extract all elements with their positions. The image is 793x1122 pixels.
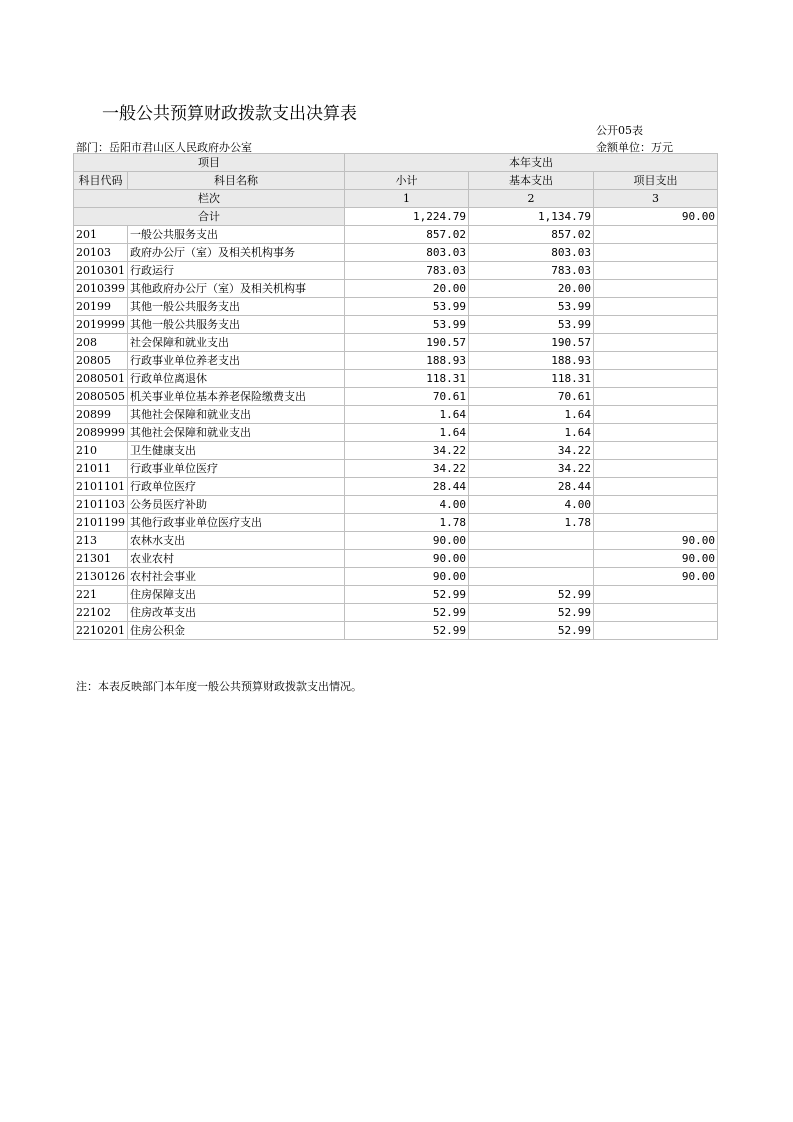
row-code: 2210201: [74, 622, 128, 640]
table-row: [74, 514, 718, 532]
table-row: [74, 550, 718, 568]
table-row: [74, 298, 718, 316]
row-project: 90.00: [594, 568, 718, 586]
row-code: 213: [74, 532, 128, 550]
budget-table: [73, 153, 718, 640]
table-row: [74, 334, 718, 352]
table-row: [74, 406, 718, 424]
row-name: 社会保障和就业支出: [128, 334, 345, 352]
total-project: 90.00: [594, 208, 718, 226]
table-row: [74, 478, 718, 496]
row-name: 其他政府办公厅（室）及相关机构事: [128, 280, 345, 298]
row-name: 卫生健康支出: [128, 442, 345, 460]
row-project: [594, 604, 718, 622]
row-name: 行政运行: [128, 262, 345, 280]
row-name: 其他一般公共服务支出: [128, 316, 345, 334]
table-row: [74, 280, 718, 298]
row-name: 农林水支出: [128, 532, 345, 550]
row-subtotal: 52.99: [345, 622, 469, 640]
row-code: 20199: [74, 298, 128, 316]
table-row: [74, 586, 718, 604]
row-name: 住房保障支出: [128, 586, 345, 604]
total-label: 合计: [74, 208, 345, 226]
row-basic: 52.99: [469, 604, 594, 622]
total-row: [74, 208, 718, 226]
row-subtotal: 1.64: [345, 424, 469, 442]
header-current-year: 本年支出: [345, 154, 718, 172]
table-row: [74, 496, 718, 514]
row-project: [594, 226, 718, 244]
row-project: [594, 388, 718, 406]
row-code: 208: [74, 334, 128, 352]
row-subtotal: 90.00: [345, 550, 469, 568]
col-index-2: 2: [469, 190, 594, 208]
table-row: [74, 532, 718, 550]
total-subtotal: 1,224.79: [345, 208, 469, 226]
total-basic: 1,134.79: [469, 208, 594, 226]
row-code: 22102: [74, 604, 128, 622]
row-basic: 190.57: [469, 334, 594, 352]
row-subtotal: 70.61: [345, 388, 469, 406]
row-subtotal: 118.31: [345, 370, 469, 388]
row-code: 221: [74, 586, 128, 604]
table-row: [74, 370, 718, 388]
row-project: [594, 586, 718, 604]
header-item: 项目: [74, 154, 345, 172]
row-basic: 53.99: [469, 298, 594, 316]
row-name: 其他社会保障和就业支出: [128, 406, 345, 424]
row-project: [594, 262, 718, 280]
row-name: 行政事业单位医疗: [128, 460, 345, 478]
footnote: 注：本表反映部门本年度一般公共预算财政拨款支出情况。: [76, 680, 362, 693]
table-row: [74, 460, 718, 478]
row-subtotal: 28.44: [345, 478, 469, 496]
row-basic: 34.22: [469, 442, 594, 460]
table-row: [74, 352, 718, 370]
row-code: 20103: [74, 244, 128, 262]
row-project: [594, 622, 718, 640]
row-basic: [469, 568, 594, 586]
row-name: 其他一般公共服务支出: [128, 298, 345, 316]
table-row: [74, 316, 718, 334]
row-name: 政府办公厅（室）及相关机构事务: [128, 244, 345, 262]
row-basic: 118.31: [469, 370, 594, 388]
row-project: [594, 478, 718, 496]
row-code: 2080501: [74, 370, 128, 388]
row-project: [594, 370, 718, 388]
row-subtotal: 190.57: [345, 334, 469, 352]
row-code: 21301: [74, 550, 128, 568]
row-code: 2019999: [74, 316, 128, 334]
row-project: [594, 442, 718, 460]
row-basic: 70.61: [469, 388, 594, 406]
row-basic: 20.00: [469, 280, 594, 298]
table-row: [74, 442, 718, 460]
row-subtotal: 34.22: [345, 460, 469, 478]
row-subtotal: 34.22: [345, 442, 469, 460]
row-project: [594, 280, 718, 298]
header-basic: 基本支出: [469, 172, 594, 190]
row-project: [594, 352, 718, 370]
row-project: [594, 316, 718, 334]
row-name: 住房公积金: [128, 622, 345, 640]
row-basic: 4.00: [469, 496, 594, 514]
row-subtotal: 20.00: [345, 280, 469, 298]
header-name: 科目名称: [128, 172, 345, 190]
row-subtotal: 783.03: [345, 262, 469, 280]
row-name: 一般公共服务支出: [128, 226, 345, 244]
row-name: 其他行政事业单位医疗支出: [128, 514, 345, 532]
page-title: 一般公共预算财政拨款支出决算表: [102, 104, 357, 124]
row-subtotal: 52.99: [345, 586, 469, 604]
row-project: [594, 460, 718, 478]
row-code: 2010301: [74, 262, 128, 280]
row-subtotal: 90.00: [345, 568, 469, 586]
row-subtotal: 53.99: [345, 316, 469, 334]
row-code: 2089999: [74, 424, 128, 442]
row-basic: 1.64: [469, 406, 594, 424]
row-subtotal: 52.99: [345, 604, 469, 622]
row-basic: 188.93: [469, 352, 594, 370]
header-project: 项目支出: [594, 172, 718, 190]
row-project: [594, 334, 718, 352]
row-project: 90.00: [594, 550, 718, 568]
table-row: [74, 244, 718, 262]
unit-label: 金额单位：万元: [596, 141, 673, 154]
row-subtotal: 1.64: [345, 406, 469, 424]
row-code: 2010399: [74, 280, 128, 298]
row-code: 20805: [74, 352, 128, 370]
row-name: 机关事业单位基本养老保险缴费支出: [128, 388, 345, 406]
header-code: 科目代码: [74, 172, 128, 190]
row-subtotal: 857.02: [345, 226, 469, 244]
table-row: [74, 388, 718, 406]
row-basic: 857.02: [469, 226, 594, 244]
row-subtotal: 188.93: [345, 352, 469, 370]
row-code: 2101101: [74, 478, 128, 496]
row-subtotal: 53.99: [345, 298, 469, 316]
row-basic: 52.99: [469, 622, 594, 640]
row-name: 行政单位离退休: [128, 370, 345, 388]
row-project: 90.00: [594, 532, 718, 550]
row-basic: 1.64: [469, 424, 594, 442]
row-project: [594, 298, 718, 316]
row-basic: 34.22: [469, 460, 594, 478]
row-project: [594, 514, 718, 532]
row-project: [594, 424, 718, 442]
row-basic: 28.44: [469, 478, 594, 496]
table-row: [74, 604, 718, 622]
row-name: 住房改革支出: [128, 604, 345, 622]
table-row: [74, 262, 718, 280]
table-row: [74, 424, 718, 442]
row-basic: 783.03: [469, 262, 594, 280]
row-basic: 1.78: [469, 514, 594, 532]
row-project: [594, 406, 718, 424]
row-name: 农村社会事业: [128, 568, 345, 586]
row-basic: 52.99: [469, 586, 594, 604]
row-code: 2101199: [74, 514, 128, 532]
row-code: 2101103: [74, 496, 128, 514]
row-basic: [469, 550, 594, 568]
row-subtotal: 1.78: [345, 514, 469, 532]
row-name: 农业农村: [128, 550, 345, 568]
form-code: 公开05表: [596, 124, 643, 137]
table-row: [74, 622, 718, 640]
department-label: 部门：岳阳市君山区人民政府办公室: [76, 141, 252, 154]
row-subtotal: 90.00: [345, 532, 469, 550]
table-row: [74, 226, 718, 244]
row-code: 2080505: [74, 388, 128, 406]
row-basic: 53.99: [469, 316, 594, 334]
row-project: [594, 244, 718, 262]
row-name: 行政事业单位养老支出: [128, 352, 345, 370]
row-basic: [469, 532, 594, 550]
col-index-3: 3: [594, 190, 718, 208]
row-subtotal: 4.00: [345, 496, 469, 514]
row-subtotal: 803.03: [345, 244, 469, 262]
row-project: [594, 496, 718, 514]
row-name: 行政单位医疗: [128, 478, 345, 496]
row-code: 2130126: [74, 568, 128, 586]
row-index-label: 栏次: [74, 190, 345, 208]
table-row: [74, 568, 718, 586]
row-code: 21011: [74, 460, 128, 478]
row-name: 公务员医疗补助: [128, 496, 345, 514]
row-code: 210: [74, 442, 128, 460]
row-name: 其他社会保障和就业支出: [128, 424, 345, 442]
row-code: 20899: [74, 406, 128, 424]
header-subtotal: 小计: [345, 172, 469, 190]
row-basic: 803.03: [469, 244, 594, 262]
row-code: 201: [74, 226, 128, 244]
col-index-1: 1: [345, 190, 469, 208]
